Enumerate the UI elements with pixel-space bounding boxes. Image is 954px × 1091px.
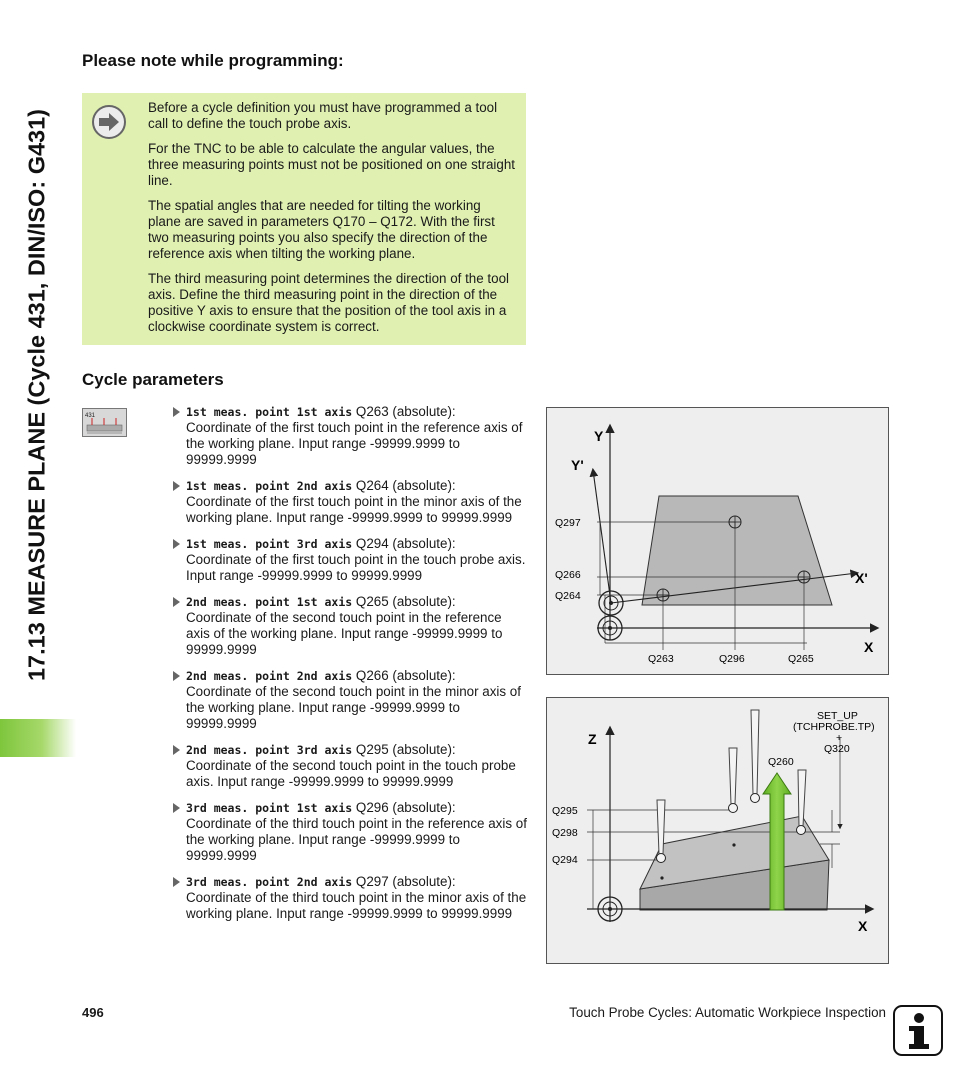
dim-label-q298: Q298 <box>552 827 578 839</box>
parameter-desc: Coordinate of the second touch point in the reference axis of the working plane. Input range -99999.9999 to 99999.9999 <box>186 610 503 657</box>
parameter-q265 <box>172 594 528 658</box>
bullet-triangle-icon <box>173 481 180 491</box>
parameter-q: Q295 (absolute): <box>355 742 456 757</box>
bullet-triangle-icon <box>173 597 180 607</box>
parameter-q: Q294 (absolute): <box>355 536 456 551</box>
figure-xy-plane <box>546 407 889 675</box>
parameter-code: 2nd meas. point 2nd axis <box>186 669 353 683</box>
cycle-parameters-heading: Cycle parameters <box>82 370 224 389</box>
bullet-triangle-icon <box>173 539 180 549</box>
parameter-desc: Coordinate of the second touch point in the minor axis of the working plane. Input range -99999.9999 to 99999.9999 <box>186 684 521 731</box>
dim-label-q320: Q320 <box>824 743 850 755</box>
note-box <box>82 93 526 345</box>
axis-label-z: Z <box>588 731 597 747</box>
plus-label: + <box>836 732 843 744</box>
dim-label-q266: Q266 <box>555 569 581 581</box>
chapter-tab-marker <box>0 719 76 757</box>
dim-label-q296: Q296 <box>719 653 745 665</box>
chapter-footer-title: Touch Probe Cycles: Automatic Workpiece Inspection <box>569 1005 886 1020</box>
axis-label-y-prime: Y' <box>571 457 584 473</box>
axis-label-x-prime: X' <box>855 570 868 586</box>
parameter-q295 <box>172 742 528 790</box>
parameter-code: 1st meas. point 2nd axis <box>186 479 353 493</box>
side-chapter-title <box>22 30 52 760</box>
arrow-right-icon <box>92 105 126 139</box>
parameter-q: Q264 (absolute): <box>355 478 456 493</box>
parameter-code: 1st meas. point 1st axis <box>186 405 353 419</box>
note-paragraph: The third measuring point determines the direction of the tool axis. Define the third measuring point in the direction of the positive Y axis to ensure that the position of the tool axis in a clockwise coordinate system is correct. <box>148 271 510 334</box>
dim-label-q263: Q263 <box>648 653 674 665</box>
bullet-triangle-icon <box>173 803 180 813</box>
cycle-431-icon[interactable] <box>82 408 127 437</box>
bullet-triangle-icon <box>173 877 180 887</box>
parameter-desc: Coordinate of the first touch point in the touch probe axis. Input range -99999.9999 to 99999.9999 <box>186 552 526 583</box>
dim-label-q297: Q297 <box>555 517 581 529</box>
parameter-code: 3rd meas. point 1st axis <box>186 801 353 815</box>
parameter-q: Q265 (absolute): <box>355 594 456 609</box>
cycle-icon-label: 431 <box>85 413 96 419</box>
parameter-q264 <box>172 478 528 526</box>
info-icon <box>893 1005 943 1056</box>
side-chapter-title-text: 17.13 MEASURE PLANE (Cycle 431, DIN/ISO: G431) <box>23 108 50 682</box>
parameter-q263 <box>172 404 528 468</box>
tchprobe-label: (TCHPROBE.TP) <box>793 721 875 733</box>
parameter-q: Q296 (absolute): <box>355 800 456 815</box>
parameter-desc: Coordinate of the first touch point in the reference axis of the working plane. Input range -99999.9999 to 99999.9999 <box>186 420 523 467</box>
parameter-q: Q266 (absolute): <box>355 668 456 683</box>
set-up-label: SET_UP <box>817 710 858 722</box>
bullet-triangle-icon <box>173 745 180 755</box>
axis-label-x: X <box>858 918 868 934</box>
parameter-q: Q297 (absolute): <box>355 874 456 889</box>
dim-label-q265: Q265 <box>788 653 814 665</box>
note-paragraph: For the TNC to be able to calculate the angular values, the three measuring points must not be positioned on one straight line. <box>148 141 515 188</box>
dim-label-q294: Q294 <box>552 854 578 866</box>
parameter-q294 <box>172 536 528 584</box>
bullet-triangle-icon <box>173 671 180 681</box>
parameter-desc: Coordinate of the third touch point in the reference axis of the working plane. Input range -99999.9999 to 99999.9999 <box>186 816 527 863</box>
parameter-q296 <box>172 800 528 864</box>
parameter-list <box>172 404 528 932</box>
page-number: 496 <box>82 1005 104 1020</box>
axis-label-y: Y <box>594 428 604 444</box>
parameter-desc: Coordinate of the second touch point in the touch probe axis. Input range -99999.9999 to 99999.9999 <box>186 758 516 789</box>
parameter-desc: Coordinate of the third touch point in the minor axis of the working plane. Input range -99999.9999 to 99999.9999 <box>186 890 527 921</box>
parameter-code: 3rd meas. point 2nd axis <box>186 875 353 889</box>
parameter-q: Q263 (absolute): <box>355 404 456 419</box>
parameter-code: 1st meas. point 3rd axis <box>186 537 353 551</box>
dim-label-q295: Q295 <box>552 805 578 817</box>
parameter-desc: Coordinate of the first touch point in the minor axis of the working plane. Input range -99999.9999 to 99999.9999 <box>186 494 522 525</box>
parameter-code: 2nd meas. point 1st axis <box>186 595 353 609</box>
dim-label-q264: Q264 <box>555 590 581 602</box>
workpiece-trapezoid <box>642 496 832 605</box>
dim-label-q260: Q260 <box>768 756 794 768</box>
axis-label-x: X <box>864 639 874 655</box>
note-paragraph: The spatial angles that are needed for tilting the working plane are saved in parameters Q170 – Q172. With the first two measuring points you also specify the direction of the reference axis when tilting the working plane. <box>148 198 495 261</box>
parameter-q266 <box>172 668 528 732</box>
note-text <box>148 100 516 344</box>
note-heading: Please note while programming: <box>82 51 344 70</box>
figure-zx-side-view <box>546 697 889 964</box>
parameter-q297 <box>172 874 528 922</box>
note-paragraph: Before a cycle definition you must have programmed a tool call to define the touch probe axis. <box>148 100 498 131</box>
parameter-code: 2nd meas. point 3rd axis <box>186 743 353 757</box>
bullet-triangle-icon <box>173 407 180 417</box>
